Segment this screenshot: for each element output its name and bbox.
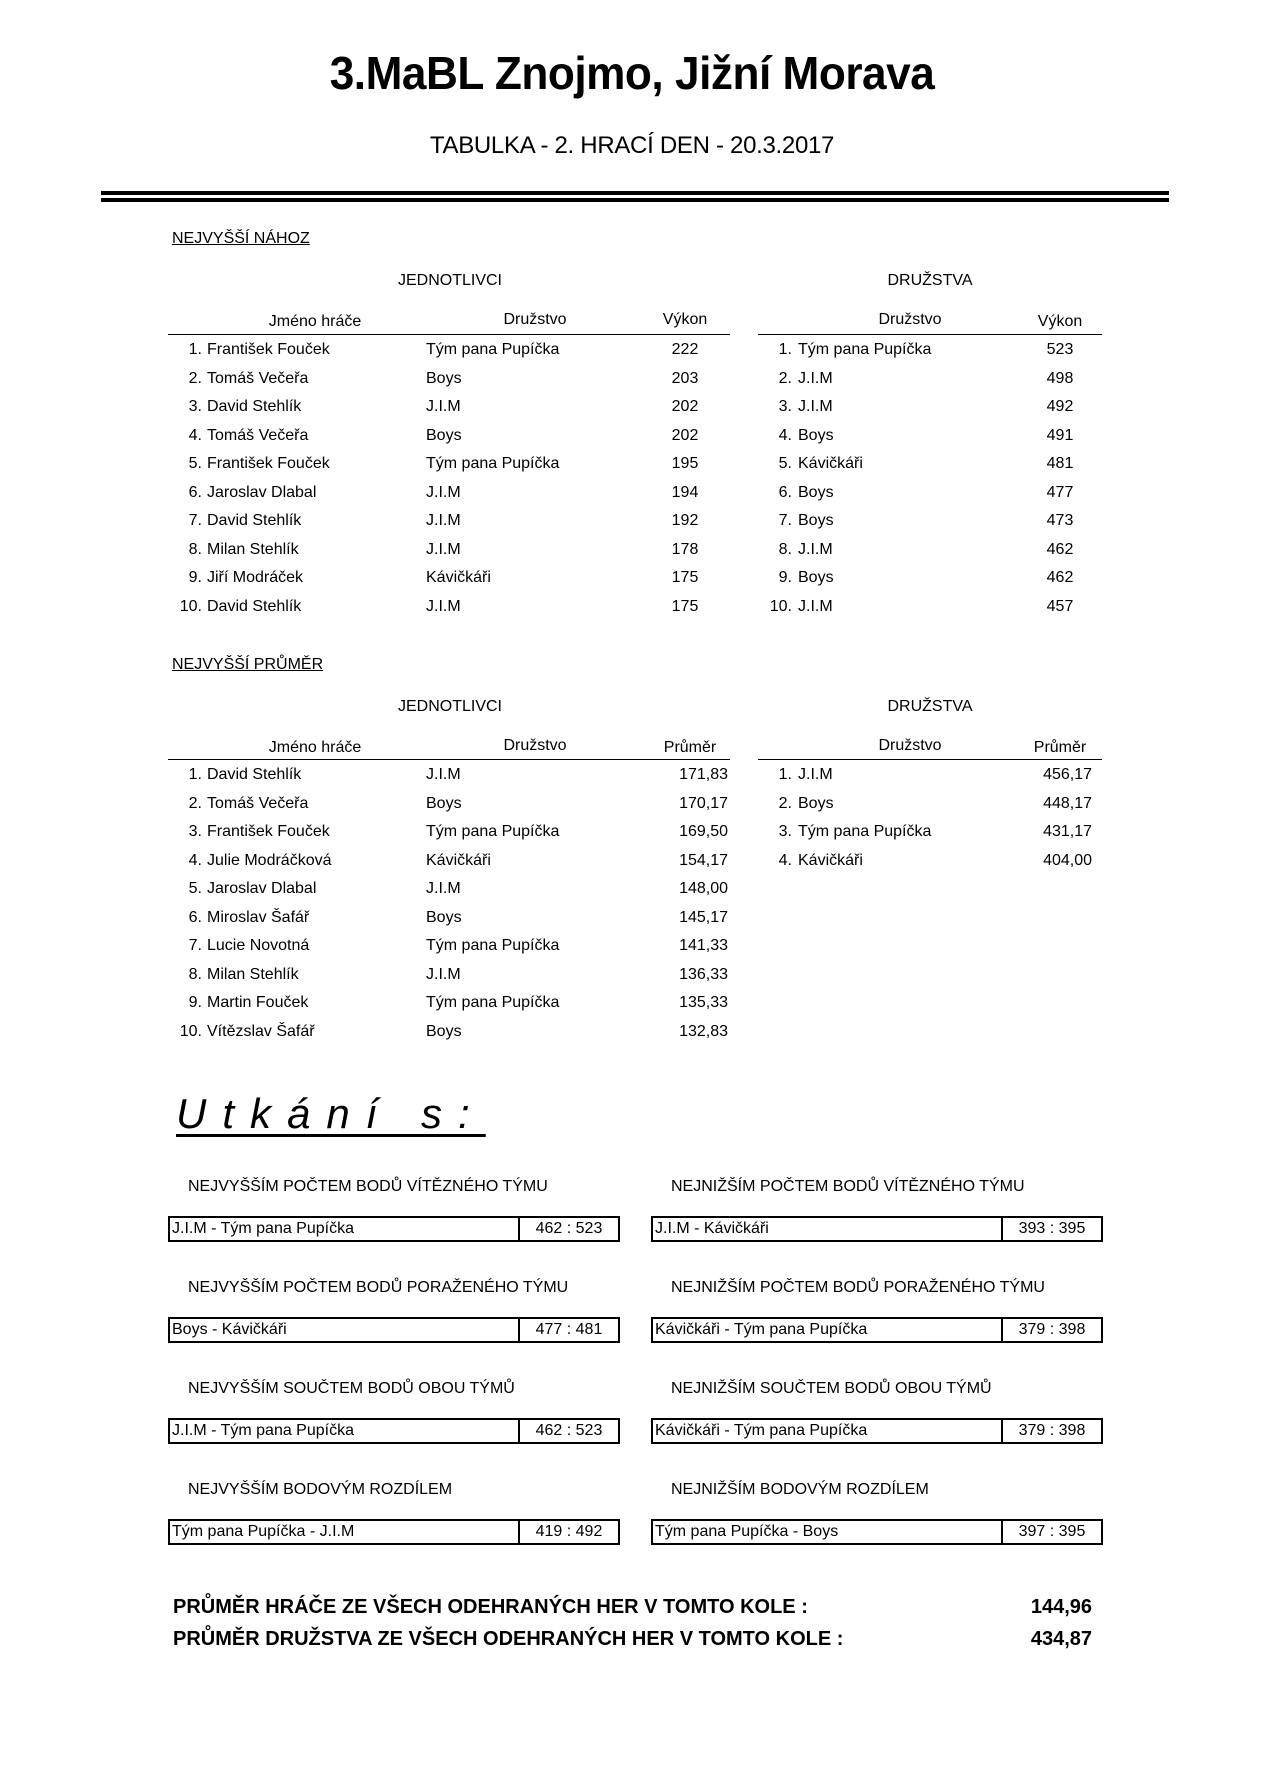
row-player: Tomáš Večeřa <box>207 369 309 387</box>
row-team: Tým pana Pupíčka <box>426 937 560 954</box>
row-rank: 7. <box>188 937 202 954</box>
table-row <box>0 790 1110 819</box>
row-team: Tým pana Pupíčka <box>798 341 932 358</box>
table-row <box>0 989 760 1018</box>
row-rank: 6. <box>188 908 202 926</box>
table-row <box>0 961 760 990</box>
row-rank: 9. <box>188 994 202 1011</box>
player-average-label: PRŮMĚR HRÁČE ZE VŠECH ODEHRANÝCH HER V TOMTO KOLE : <box>173 1596 808 1618</box>
row-team: Boys <box>798 483 834 501</box>
column-header-team: Družstvo <box>878 737 942 754</box>
match-record-label: NEJNIŽŠÍM SOUČTEM BODŮ OBOU TÝMŮ <box>671 1380 992 1397</box>
group-title-individuals: JEDNOTLIVCI <box>397 698 502 715</box>
row-team: J.I.M <box>426 597 461 615</box>
row-player: Milan Stehlík <box>207 965 299 983</box>
match-score: 419 : 492 <box>535 1523 603 1540</box>
team-average-value: 434,87 <box>1030 1628 1092 1650</box>
row-player: Martin Fouček <box>207 994 309 1011</box>
row-rank: 9. <box>188 569 202 586</box>
row-player: František Fouček <box>207 341 330 358</box>
match-record-box <box>168 1216 620 1242</box>
match-record-box <box>168 1317 620 1343</box>
row-value: 456,17 <box>1043 766 1092 783</box>
row-rank: 5. <box>778 455 792 472</box>
row-rank: 6. <box>188 483 202 501</box>
table-header-line <box>758 334 1102 335</box>
match-record-label: NEJVYŠŠÍM BODOVÝM ROZDÍLEM <box>188 1481 453 1498</box>
table-row <box>0 875 760 904</box>
column-header-value: Výkon <box>1037 313 1083 330</box>
match-score: 393 : 395 <box>1018 1220 1086 1237</box>
table-row <box>0 450 1110 479</box>
row-player: Lucie Novotná <box>207 937 310 954</box>
row-team: Tým pana Pupíčka <box>426 823 560 840</box>
row-rank: 4. <box>778 851 792 869</box>
match-teams: J.I.M - Tým pana Pupíčka <box>170 1218 520 1240</box>
row-player: Tomáš Večeřa <box>207 426 309 444</box>
row-rank: 1. <box>778 766 792 783</box>
row-value: 462 <box>1046 540 1074 558</box>
match-record-box <box>651 1418 1103 1444</box>
matches-title: Utkání s: <box>176 1090 486 1137</box>
row-team: Kávičkáři <box>798 455 863 472</box>
row-team: J.I.M <box>426 512 461 529</box>
row-value: 169,50 <box>679 823 728 840</box>
match-score: 462 : 523 <box>535 1422 603 1439</box>
row-team: J.I.M <box>798 597 833 615</box>
match-record-label: NEJVYŠŠÍM POČTEM BODŮ PORAŽENÉHO TÝMU <box>188 1279 569 1296</box>
match-score: 477 : 481 <box>535 1321 603 1338</box>
row-player: Milan Stehlík <box>207 540 299 558</box>
row-rank: 4. <box>188 851 202 869</box>
row-value: 175 <box>671 597 699 615</box>
row-player: Miroslav Šafář <box>207 908 310 926</box>
table-header-line <box>168 759 730 760</box>
table-row <box>0 536 1110 565</box>
match-teams: Tým pana Pupíčka - Boys <box>653 1521 1003 1543</box>
row-team: Boys <box>426 908 462 926</box>
row-value: 171,83 <box>679 766 728 783</box>
row-value: 473 <box>1046 512 1074 529</box>
table-row <box>0 1018 760 1047</box>
match-record-label: NEJNIŽŠÍM POČTEM BODŮ VÍTĚZNÉHO TÝMU <box>671 1178 1025 1195</box>
row-value: 175 <box>671 569 699 586</box>
row-player: František Fouček <box>207 823 330 840</box>
row-player: Jiří Modráček <box>207 569 304 586</box>
row-value: 135,33 <box>679 994 728 1011</box>
row-value: 136,33 <box>679 965 728 983</box>
row-player: David Stehlík <box>207 398 302 415</box>
row-value: 202 <box>671 398 699 415</box>
match-score: 379 : 398 <box>1018 1321 1086 1338</box>
match-record-label: NEJNIŽŠÍM BODOVÝM ROZDÍLEM <box>671 1481 929 1498</box>
row-team: J.I.M <box>426 398 461 415</box>
row-value: 192 <box>671 512 699 529</box>
column-header-value: Průměr <box>663 739 717 756</box>
row-rank: 2. <box>188 369 202 387</box>
page-subtitle: TABULKA - 2. HRACÍ DEN - 20.3.2017 <box>429 132 835 159</box>
row-team: Kávičkáři <box>426 569 491 586</box>
row-rank: 10. <box>179 597 202 615</box>
match-record-label: NEJVYŠŠÍM POČTEM BODŮ VÍTĚZNÉHO TÝMU <box>188 1178 548 1195</box>
row-rank: 1. <box>778 341 792 358</box>
row-rank: 4. <box>778 426 792 444</box>
row-value: 195 <box>671 455 699 472</box>
player-average-value: 144,96 <box>1030 1596 1092 1618</box>
row-team: J.I.M <box>798 766 833 783</box>
match-record-box <box>168 1418 620 1444</box>
row-player: Tomáš Večeřa <box>207 794 309 812</box>
match-record-label: NEJVYŠŠÍM SOUČTEM BODŮ OBOU TÝMŮ <box>188 1380 515 1397</box>
row-value: 222 <box>671 341 699 358</box>
table-header-line <box>758 759 1102 760</box>
row-value: 170,17 <box>679 794 728 812</box>
table-row <box>0 393 1110 422</box>
table-row <box>0 847 1110 876</box>
row-rank: 4. <box>188 426 202 444</box>
row-value: 203 <box>671 369 699 387</box>
row-rank: 8. <box>188 540 202 558</box>
table-header-line <box>168 334 730 335</box>
row-rank: 7. <box>188 512 202 529</box>
page-title: 3.MaBL Znojmo, Jižní Morava <box>329 47 935 99</box>
row-rank: 10. <box>179 1022 202 1040</box>
row-team: Boys <box>798 512 834 529</box>
match-record-box <box>651 1317 1103 1343</box>
match-record-box <box>168 1519 620 1545</box>
row-team: Boys <box>798 569 834 586</box>
row-rank: 10. <box>769 597 792 615</box>
row-value: 481 <box>1046 455 1074 472</box>
match-score: 397 : 395 <box>1018 1523 1086 1540</box>
row-player: David Stehlík <box>207 512 302 529</box>
row-rank: 1. <box>188 341 202 358</box>
table-row <box>0 336 1110 365</box>
column-header-value: Průměr <box>1033 739 1087 756</box>
row-team: Boys <box>798 794 834 812</box>
match-teams: Boys - Kávičkáři <box>170 1319 520 1341</box>
row-player: František Fouček <box>207 455 330 472</box>
row-value: 491 <box>1046 426 1074 444</box>
match-score: 379 : 398 <box>1018 1422 1086 1439</box>
table-row <box>0 818 1110 847</box>
row-rank: 2. <box>778 794 792 812</box>
row-rank: 5. <box>188 455 202 472</box>
row-value: 141,33 <box>679 937 728 954</box>
row-value: 462 <box>1046 569 1074 586</box>
row-value: 148,00 <box>679 880 728 897</box>
row-value: 154,17 <box>679 851 728 869</box>
row-team: J.I.M <box>426 880 461 897</box>
column-header-team: Družstvo <box>503 311 567 328</box>
row-rank: 3. <box>778 823 792 840</box>
row-player: Jaroslav Dlabal <box>207 483 317 501</box>
row-team: Boys <box>426 1022 462 1040</box>
row-player: Jaroslav Dlabal <box>207 880 317 897</box>
row-team: J.I.M <box>426 766 461 783</box>
column-header-value: Výkon <box>662 311 708 328</box>
row-value: 492 <box>1046 398 1074 415</box>
row-team: Tým pana Pupíčka <box>426 341 560 358</box>
table-row <box>0 479 1110 508</box>
match-record-box <box>651 1519 1103 1545</box>
section-title-highest-average: NEJVYŠŠÍ PRŮMĚR <box>172 656 324 673</box>
row-rank: 6. <box>778 483 792 501</box>
row-value: 431,17 <box>1043 823 1092 840</box>
match-teams: J.I.M - Kávičkáři <box>653 1218 1003 1240</box>
row-team: J.I.M <box>798 369 833 387</box>
row-team: Tým pana Pupíčka <box>426 455 560 472</box>
row-rank: 1. <box>188 766 202 783</box>
row-team: J.I.M <box>798 398 833 415</box>
column-header-player: Jméno hráče <box>268 739 362 756</box>
row-team: Boys <box>426 794 462 812</box>
row-player: Vítězslav Šafář <box>207 1022 315 1040</box>
row-value: 523 <box>1046 341 1074 358</box>
match-score: 462 : 523 <box>535 1220 603 1237</box>
row-team: J.I.M <box>426 483 461 501</box>
row-team: J.I.M <box>798 540 833 558</box>
row-player: David Stehlík <box>207 597 302 615</box>
row-player: Julie Modráčková <box>207 851 332 869</box>
row-value: 457 <box>1046 597 1074 615</box>
match-teams: J.I.M - Tým pana Pupíčka <box>170 1420 520 1442</box>
row-value: 477 <box>1046 483 1074 501</box>
match-teams: Tým pana Pupíčka - J.I.M <box>170 1521 520 1543</box>
table-row <box>0 422 1110 451</box>
row-team: Kávičkáři <box>426 851 491 869</box>
match-record-box <box>651 1216 1103 1242</box>
table-row <box>0 904 760 933</box>
column-header-player: Jméno hráče <box>268 313 362 330</box>
row-team: J.I.M <box>426 540 461 558</box>
table-row <box>0 564 1110 593</box>
match-teams: Kávičkáři - Tým pana Pupíčka <box>653 1319 1003 1341</box>
row-rank: 3. <box>188 823 202 840</box>
column-header-team: Družstvo <box>503 737 567 754</box>
row-rank: 2. <box>188 794 202 812</box>
row-team: Tým pana Pupíčka <box>798 823 932 840</box>
row-player: David Stehlík <box>207 766 302 783</box>
table-row <box>0 365 1110 394</box>
row-rank: 8. <box>188 965 202 983</box>
match-record-label: NEJNIŽŠÍM POČTEM BODŮ PORAŽENÉHO TÝMU <box>671 1279 1045 1296</box>
row-rank: 8. <box>778 540 792 558</box>
match-teams: Kávičkáři - Tým pana Pupíčka <box>653 1420 1003 1442</box>
row-team: Boys <box>426 369 462 387</box>
section-title-highest-throw: NEJVYŠŠÍ NÁHOZ <box>172 230 310 247</box>
header-rule-top <box>101 191 1169 195</box>
row-value: 178 <box>671 540 699 558</box>
row-value: 145,17 <box>679 908 728 926</box>
row-value: 202 <box>671 426 699 444</box>
table-row <box>0 932 760 961</box>
row-rank: 2. <box>778 369 792 387</box>
row-team: Kávičkáři <box>798 851 863 869</box>
group-title-teams: DRUŽSTVA <box>887 698 973 715</box>
column-header-team: Družstvo <box>878 311 942 328</box>
row-value: 194 <box>671 483 699 501</box>
group-title-teams: DRUŽSTVA <box>887 272 973 289</box>
table-row <box>0 761 1110 790</box>
row-team: J.I.M <box>426 965 461 983</box>
team-average-label: PRŮMĚR DRUŽSTVA ZE VŠECH ODEHRANÝCH HER V TOMTO KOLE : <box>173 1628 844 1650</box>
row-value: 404,00 <box>1043 851 1092 869</box>
row-team: Boys <box>798 426 834 444</box>
row-rank: 9. <box>778 569 792 586</box>
header-rule-bottom <box>101 198 1169 202</box>
row-rank: 5. <box>188 880 202 897</box>
group-title-individuals: JEDNOTLIVCI <box>397 272 502 289</box>
table-row <box>0 507 1110 536</box>
row-rank: 7. <box>778 512 792 529</box>
row-rank: 3. <box>778 398 792 415</box>
row-team: Tým pana Pupíčka <box>426 994 560 1011</box>
row-rank: 3. <box>188 398 202 415</box>
row-value: 448,17 <box>1043 794 1092 812</box>
row-team: Boys <box>426 426 462 444</box>
row-value: 132,83 <box>679 1022 728 1040</box>
table-row <box>0 593 1110 622</box>
row-value: 498 <box>1046 369 1074 387</box>
